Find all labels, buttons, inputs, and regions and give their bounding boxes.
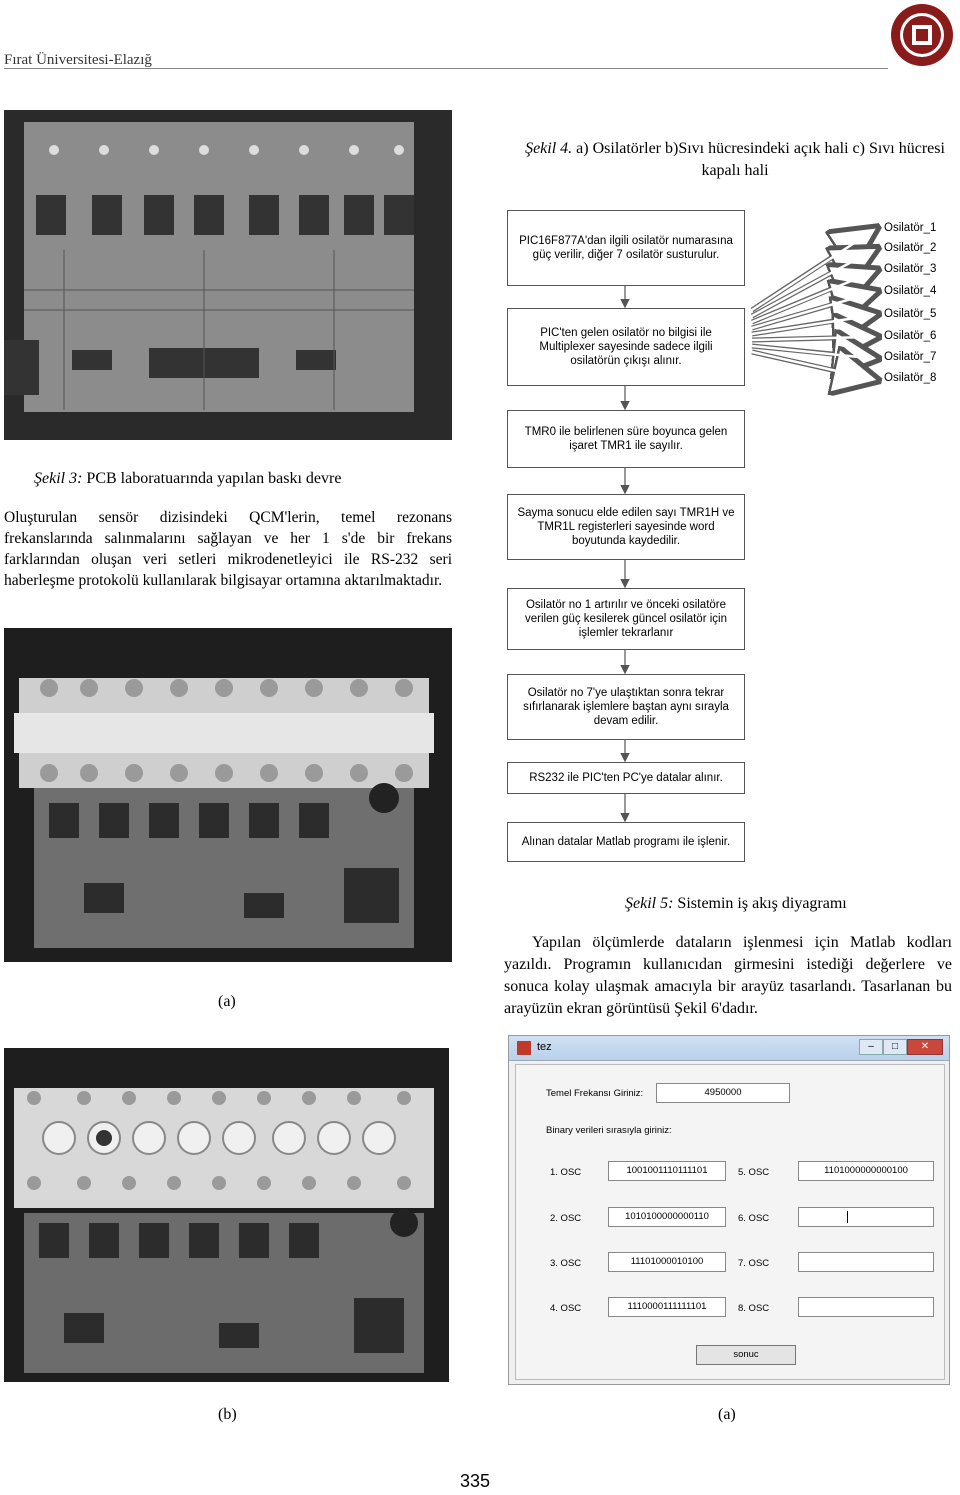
osc-input-5[interactable]: 1101000000000100	[798, 1161, 934, 1181]
running-header: Fırat Üniversitesi-Elazığ	[4, 52, 152, 68]
university-seal-logo	[889, 2, 955, 68]
flow-step-multiplexer: PIC'ten gelen osilatör no bilgisi ile Multiplexer sayesinde sadece ilgili osilatörün çıkışı alınır.	[507, 308, 745, 386]
text-cursor	[847, 1211, 848, 1223]
minimize-button[interactable]: –	[859, 1039, 883, 1055]
osc-input-2[interactable]: 1010100000000110	[608, 1207, 726, 1227]
freq-input[interactable]: 4950000	[656, 1083, 790, 1103]
osc-label-2: 2. OSC	[550, 1213, 582, 1224]
matlab-icon	[517, 1041, 531, 1055]
close-button[interactable]: ✕	[907, 1039, 943, 1055]
osc-input-4[interactable]: 1110000111111101	[608, 1297, 726, 1317]
figure-4-label-a: (a)	[218, 993, 236, 1010]
osc-input-8[interactable]	[798, 1297, 934, 1317]
maximize-button[interactable]: □	[883, 1039, 907, 1055]
osc-label-5: 5. OSC	[738, 1167, 770, 1178]
osc-label-8: 8. OSC	[738, 1303, 770, 1314]
oscillator-label: Osilatör_2	[884, 242, 937, 254]
figure-4-caption	[522, 138, 948, 182]
osc-label-3: 3. OSC	[550, 1258, 582, 1269]
oscillator-label: Osilatör_3	[884, 263, 937, 275]
header-rule	[4, 68, 888, 69]
figure-3-text: PCB laboratuarında yapılan baskı devre	[82, 470, 342, 487]
osc-input-7[interactable]	[798, 1252, 934, 1272]
oscillator-label: Osilatör_7	[884, 351, 937, 363]
sonuc-button[interactable]: sonuc	[696, 1345, 796, 1365]
flow-step-rs232: RS232 ile PIC'ten PC'ye datalar alınır.	[507, 762, 745, 794]
figure-5-label: Şekil 5:	[625, 895, 674, 912]
osc-label-7: 7. OSC	[738, 1258, 770, 1269]
paragraph-matlab-interface: Yapılan ölçümlerde dataların işlenmesi için Matlab kodları yazıldı. Programın kullanıcıdan girmesini istediği değerlere ve sonuca kolay ulaşmak amacıyla bir arayüz tasarlandı. Tasarlanan bu arayüzün ekran görüntüsü Şekil 6'dadır.	[504, 934, 952, 1017]
oscillator-board-photo-a	[4, 628, 452, 962]
osc-label-1: 1. OSC	[550, 1167, 582, 1178]
gui-body	[515, 1064, 945, 1380]
oscillator-board-photo-b	[4, 1048, 449, 1382]
gui-titlebar	[509, 1036, 949, 1061]
flow-step-timer-count: TMR0 ile belirlenen süre boyunca gelen işaret TMR1 ile sayılır.	[507, 410, 745, 468]
osc-label-6: 6. OSC	[738, 1213, 770, 1224]
flow-step-register-save: Sayma sonucu elde edilen sayı TMR1H ve TMR1L registerleri sayesinde word boyutunda kaydedilir.	[507, 494, 745, 560]
osc-label-4: 4. OSC	[550, 1303, 582, 1314]
figure-4-caption-label: Şekil 4.	[525, 140, 573, 157]
oscillator-label: Osilatör_4	[884, 285, 937, 297]
osc-input-6[interactable]	[798, 1207, 934, 1227]
oscillator-label: Osilatör_5	[884, 308, 937, 320]
figure-3-caption	[34, 470, 341, 488]
flow-step-matlab: Alınan datalar Matlab programı ile işlenir.	[507, 822, 745, 862]
osc-input-3[interactable]: 11101000010100	[608, 1252, 726, 1272]
flow-step-power: PIC16F877A'dan ilgili osilatör numarasına güç verilir, diğer 7 osilatör susturulur.	[507, 210, 745, 286]
figure-4-caption-text: a) Osilatörler b)Sıvı hücresindeki açık hali c) Sıvı hücresi kapalı hali	[572, 140, 945, 179]
figure-6-label: (a)	[718, 1406, 736, 1423]
flow-step-reset: Osilatör no 7'ye ulaştıktan sonra tekrar sıfırlanarak işlemlere baştan aynı sırayla devam edilir.	[507, 674, 745, 740]
freq-label: Temel Frekansı Giriniz:	[546, 1088, 644, 1099]
binary-label: Binary verileri sırasıyla giriniz:	[546, 1125, 672, 1136]
matlab-gui-window	[508, 1035, 950, 1385]
osc-input-1[interactable]: 1001001110111101	[608, 1161, 726, 1181]
figure-4-label-b: (b)	[218, 1406, 237, 1423]
pcb-photo	[4, 110, 452, 440]
flow-step-increment: Osilatör no 1 artırılır ve önceki osilatöre verilen güç kesilerek güncel osilatör için işlemler tekrarlanır	[507, 588, 745, 650]
oscillator-label: Osilatör_8	[884, 372, 937, 384]
oscillator-label: Osilatör_1	[884, 222, 937, 234]
gui-window-title: tez	[537, 1041, 552, 1053]
figure-5-caption	[625, 895, 847, 913]
oscillator-label: Osilatör_6	[884, 330, 937, 342]
paragraph-sensor-description: Oluşturulan sensör dizisindeki QCM'lerin, temel rezonans frekanslarında salınmalarını sağlayan ve her 1 s'de bir frekans farklarından oluşan veri setleri mikrodenetleyici ile RS-232 seri haberleşme protokolü kullanılarak bilgisayar ortamına aktarılmaktadır.	[4, 509, 452, 589]
figure-3-label: Şekil 3:	[34, 470, 83, 487]
page-number: 335	[460, 1471, 491, 1491]
figure-5-text: Sistemin iş akış diyagramı	[673, 895, 847, 912]
